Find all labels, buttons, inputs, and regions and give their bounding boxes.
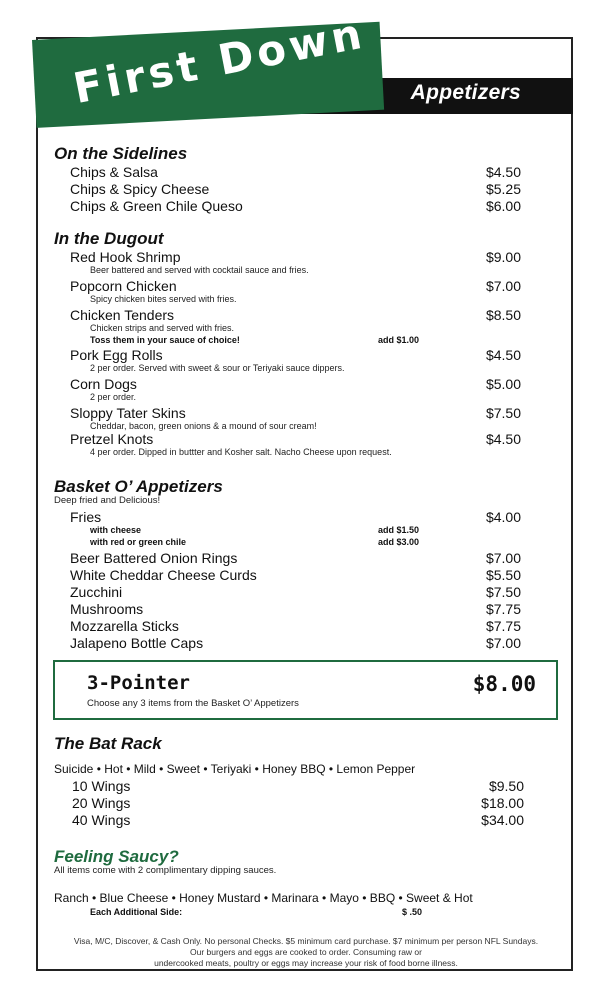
footer-note [40, 936, 572, 969]
section-title-saucy: Feeling Saucy? [54, 847, 179, 866]
menu-item-name: Popcorn Chicken [70, 278, 177, 294]
three-pointer-price: $8.00 [472, 672, 536, 696]
menu-item-name: Zucchini [70, 584, 123, 600]
menu-item-name: 40 Wings [72, 812, 131, 828]
menu-item-price: $7.75 [485, 618, 521, 634]
three-pointer-desc: Choose any 3 items from the Basket O’ Appetizers [87, 698, 299, 709]
logo-text: First Down [69, 8, 370, 114]
page-title: Appetizers [410, 81, 521, 104]
menu-item-name: Pretzel Knots [70, 431, 154, 447]
menu-item-desc: Beer battered and served with cocktail sauce and fries. [90, 265, 309, 275]
menu-item-price: $7.50 [485, 405, 521, 421]
fries-option: with red or green chile [90, 537, 187, 547]
menu-item-note-price: add $1.00 [378, 335, 420, 345]
menu-item-name: Corn Dogs [70, 376, 137, 392]
menu-item-name: Chips & Green Chile Queso [70, 198, 243, 214]
menu-item-price: $18.00 [481, 795, 524, 811]
section-title-bat-rack: The Bat Rack [54, 734, 162, 753]
menu-item-price: $7.00 [485, 278, 521, 294]
menu-item-name: Mushrooms [70, 601, 144, 617]
menu-item-name: Red Hook Shrimp [70, 249, 181, 265]
menu-item-price: $7.50 [485, 584, 521, 600]
menu-item-name: 10 Wings [72, 778, 131, 794]
wing-flavors: Suicide • Hot • Mild • Sweet • Teriyaki • Honey BBQ • Lemon Pepper [54, 762, 416, 776]
footer-line: Our burgers and eggs are cooked to order. Consuming raw or [190, 947, 422, 957]
menu-item-price: $4.50 [485, 164, 521, 180]
menu-item-desc: Chicken strips and served with fries. [90, 323, 235, 333]
menu-item-name: Mozzarella Sticks [70, 618, 179, 634]
menu-item-name: Chips & Spicy Cheese [70, 181, 210, 197]
three-pointer-title: 3-Pointer [87, 672, 190, 694]
menu-item-name: Chips & Salsa [70, 164, 158, 180]
menu-item-price: $8.50 [485, 307, 521, 323]
menu-item-name: White Cheddar Cheese Curds [70, 567, 257, 583]
footer-line: Visa, M/C, Discover, & Cash Only. No personal Checks. $5 minimum card purchase. $7 minimum per person NFL Sundays. [73, 936, 539, 946]
menu-item-desc: 2 per order. [90, 392, 137, 402]
menu-item-desc: Spicy chicken bites served with fries. [90, 294, 237, 304]
menu-item-price: $4.00 [485, 509, 521, 525]
menu-item-price: $7.75 [485, 601, 521, 617]
menu-item-name: Pork Egg Rolls [70, 347, 163, 363]
menu-item-name: Jalapeno Bottle Caps [70, 635, 204, 651]
section-title-sidelines: On the Sidelines [54, 144, 188, 163]
menu-item-name: 20 Wings [72, 795, 131, 811]
menu-item-price: $7.00 [485, 635, 521, 651]
menu-item-price: $5.00 [485, 376, 521, 392]
extra-side-price: $ .50 [402, 907, 423, 917]
menu-item-name: Chicken Tenders [70, 307, 175, 323]
menu-item-price: $7.00 [485, 550, 521, 566]
fries-option: with cheese [90, 525, 142, 535]
menu-item-price: $4.50 [485, 431, 521, 447]
footer-line: undercooked meats, poultry or eggs may increase your risk of food borne illness. [154, 958, 458, 968]
menu-item-price: $6.00 [485, 198, 521, 214]
menu-item-desc: 4 per order. Dipped in buttter and Kosher salt. Nacho Cheese upon request. [90, 447, 392, 457]
fries-option-price: add $3.00 [378, 537, 420, 547]
section-title-basket: Basket O’ Appetizers [54, 477, 223, 496]
sauce-list: Ranch • Blue Cheese • Honey Mustard • Marinara • Mayo • BBQ • Sweet & Hot [54, 891, 473, 905]
section-subtitle: Deep fried and Delicious! [54, 495, 161, 506]
menu-item-desc: Cheddar, bacon, green onions & a mound of sour cream! [90, 421, 317, 431]
menu-item-desc: 2 per order. Served with sweet & sour or Teriyaki sauce dippers. [90, 363, 345, 373]
menu-item-price: $4.50 [485, 347, 521, 363]
menu-item-name: Fries [70, 509, 102, 525]
menu-item-name: Beer Battered Onion Rings [70, 550, 238, 566]
menu-item-price: $9.00 [485, 249, 521, 265]
fries-option-price: add $1.50 [378, 525, 420, 535]
menu-item-price: $9.50 [488, 778, 524, 794]
three-pointer-box [53, 660, 558, 720]
menu-item-name: Sloppy Tater Skins [70, 405, 186, 421]
section-title-dugout: In the Dugout [54, 229, 164, 248]
menu-item-price: $5.50 [485, 567, 521, 583]
menu-item-price: $5.25 [485, 181, 521, 197]
extra-side-label: Each Additional Side: [90, 907, 183, 917]
section-subtitle: All items come with 2 complimentary dipping sauces. [54, 865, 277, 876]
logo-banner [32, 8, 384, 128]
menu-item-note: Toss them in your sauce of choice! [90, 335, 240, 345]
menu-item-price: $34.00 [481, 812, 524, 828]
